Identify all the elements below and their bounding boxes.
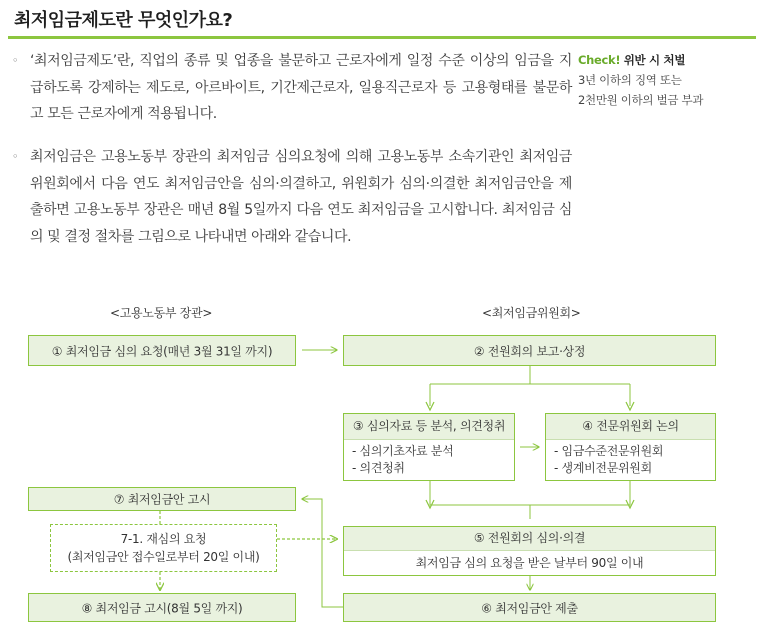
step-3-item: - 심의기초자료 분석 bbox=[352, 444, 454, 458]
bullet-icon: ◦ bbox=[12, 54, 19, 67]
check-title: 위반 시 처벌 bbox=[623, 53, 686, 67]
step-4-item: - 임금수준전문위원회 bbox=[554, 444, 664, 458]
page-title: 최저임금제도란 무엇인가요? bbox=[14, 10, 233, 31]
step-6-box bbox=[343, 593, 716, 622]
step-4-box bbox=[545, 413, 716, 481]
paragraph-text: ‘최저임금제도’란, 직업의 종류 및 업종을 불문하고 근로자에게 일정 수준 이상의 임금을 지급하도록 강제하는 제도로, 아르바이트, 기간제근로자, 일용직근로자 등 고용형태를 불문하고 모든 근로자에게 적용됩니다. bbox=[30, 53, 572, 122]
paragraph-text: 최저임금은 고용노동부 장관의 최저임금 심의요청에 의해 고용노동부 소속기관인 최저임금위원회에서 다음 연도 최저임금안을 심의·의결하고, 위원회가 심의·의결한 최저임금안을 제출하면 고용노동부 장관은 매년 8월 5일까지 다음 연도 최저임금을 고시합니다. 최저임금 심의 및 결정 절차를 그림으로 나타내면 아래와 같습니다. bbox=[30, 149, 572, 245]
bullet-icon: ◦ bbox=[12, 150, 19, 163]
check-label: Check! bbox=[578, 53, 621, 67]
connector-2-split bbox=[430, 366, 630, 406]
step-7-1-title: 7-1. 재심의 요청 bbox=[120, 532, 207, 546]
step-3-box bbox=[343, 413, 515, 481]
connector-3-to-5 bbox=[430, 481, 630, 519]
step-7-box bbox=[28, 487, 296, 511]
check-line: 3년 이하의 징역 또는 bbox=[578, 73, 682, 87]
step-3-item: - 의견청취 bbox=[352, 461, 405, 475]
check-line: 2천만원 이하의 벌금 부과 bbox=[578, 93, 704, 107]
step-2-label: ② 전원회의 보고·상정 bbox=[473, 344, 586, 358]
step-2-box bbox=[343, 335, 716, 366]
step-6-label: ⑥ 최저임금안 제출 bbox=[481, 601, 578, 615]
step-7-label: ⑦ 최저임금안 고시 bbox=[113, 492, 211, 507]
step-1-label: ① 최저임금 심의 요청(매년 3월 31일 까지) bbox=[51, 344, 273, 358]
flow-header-ministry: <고용노동부 장관> bbox=[110, 306, 213, 320]
flow-header-commission: <최저임금위원회> bbox=[482, 306, 581, 320]
step-7-1-box bbox=[50, 524, 277, 572]
step-7-1-note: (최저임금안 접수일로부터 20일 이내) bbox=[67, 550, 260, 564]
step-3-title: ③ 심의자료 등 분석, 의견청취 bbox=[344, 414, 514, 440]
step-5-title: ⑤ 전원회의 심의·의결 bbox=[344, 527, 715, 551]
step-8-box bbox=[28, 593, 296, 622]
step-5-subtitle: 최저임금 심의 요청을 받은 날부터 90일 이내 bbox=[415, 556, 644, 570]
step-5-box bbox=[343, 526, 716, 576]
step-8-label: ⑧ 최저임금 고시(8월 5일 까지) bbox=[81, 601, 243, 615]
step-1-box bbox=[28, 335, 296, 366]
step-4-item: - 생계비전문위원회 bbox=[554, 461, 652, 475]
step-4-title: ④ 전문위원회 논의 bbox=[546, 414, 715, 440]
arrow-6-to-7 bbox=[302, 499, 343, 607]
